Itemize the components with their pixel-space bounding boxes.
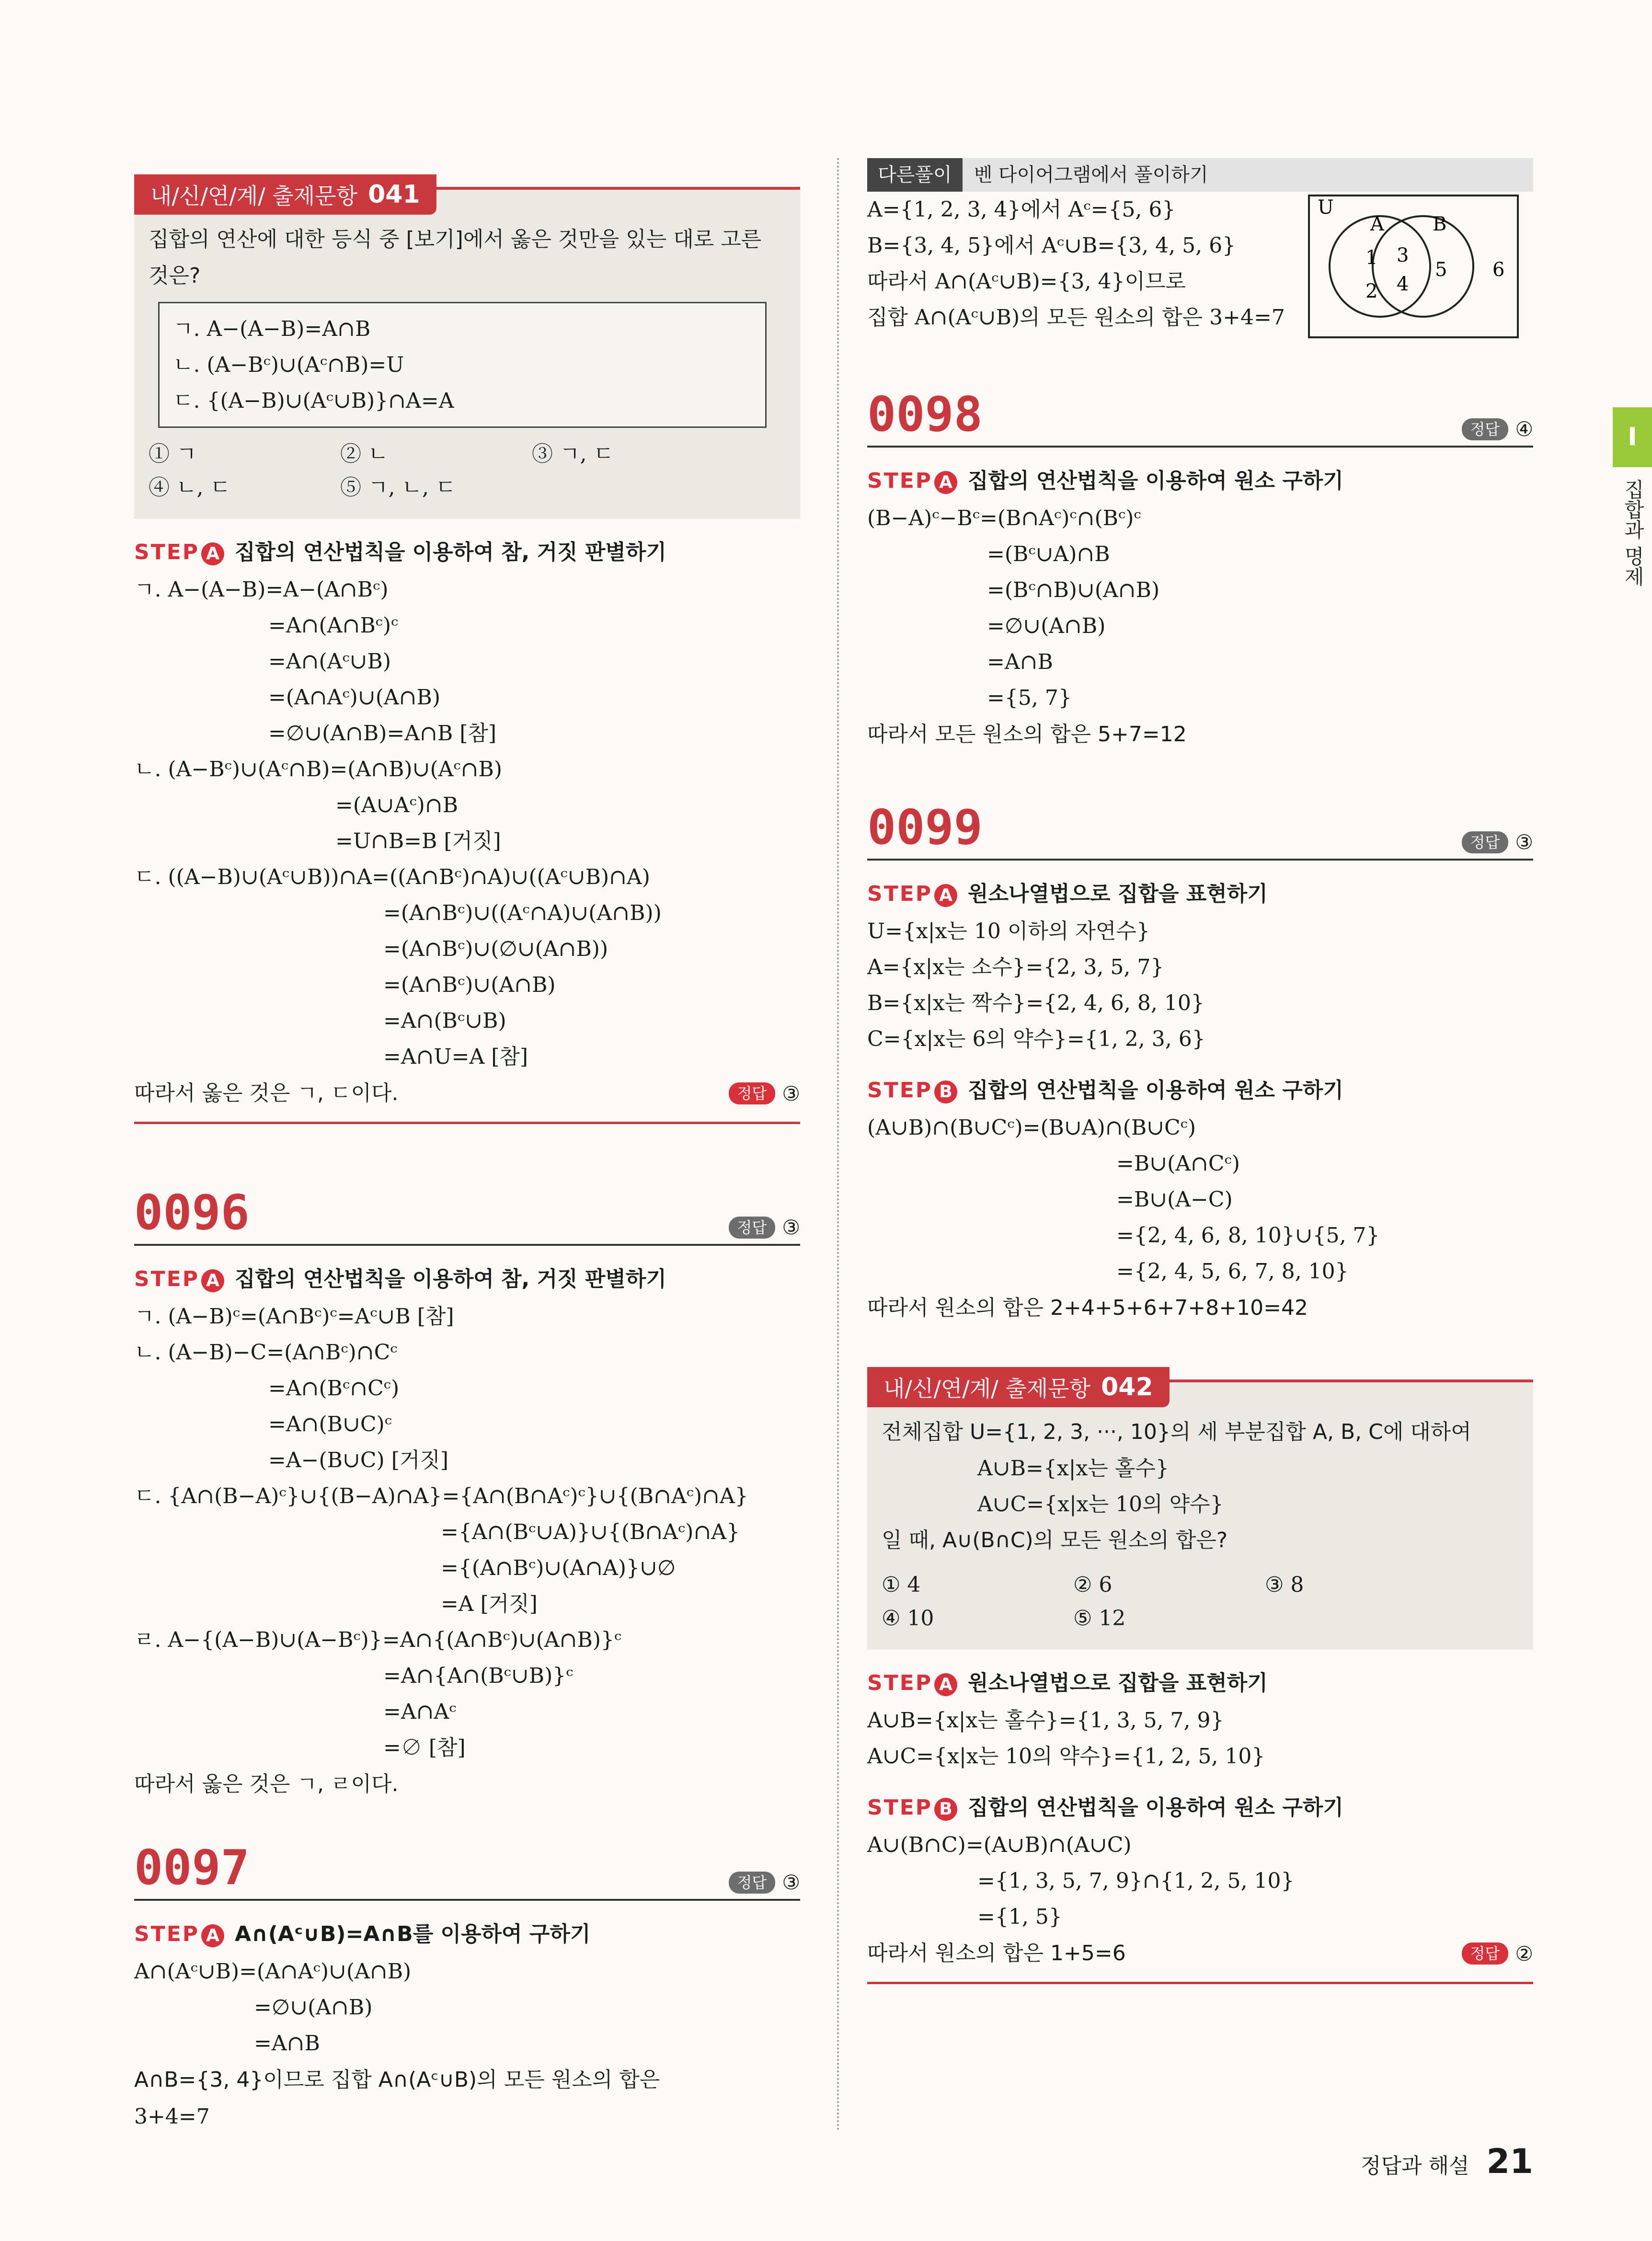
solution-line: ㄷ. {A∩(B−A)ᶜ}∪{(B−A)∩A}={A∩(B∩Aᶜ)ᶜ}∪{(B∩Aᶜ)∩A} — [134, 1484, 748, 1508]
step-heading — [867, 1789, 1533, 1827]
answer-pill: 정답 — [1462, 831, 1509, 853]
solution-line: ㄹ. A−{(A−B)∪(A−Bᶜ)}=A∩{(A∩Bᶜ)∪(A∩B)}ᶜ — [134, 1628, 622, 1652]
solution-line: =A−(B∪C) [거짓] — [268, 1448, 449, 1472]
venn-label-a: A — [1370, 213, 1384, 235]
solution-line: B={3, 4, 5}에서 Aᶜ∪B={3, 4, 5, 6} — [867, 233, 1236, 258]
solution-line: =(Bᶜ∪A)∩B — [987, 542, 1110, 566]
problem-number: 0099 — [867, 799, 983, 855]
choice-row — [149, 437, 786, 471]
bogi-box — [158, 302, 767, 428]
solution-line: 따라서 A∩(Aᶜ∪B)={3, 4}이므로 — [867, 269, 1186, 294]
set-line: A={x|x는 소수}={2, 3, 5, 7} — [867, 955, 1164, 979]
set-line: C={x|x는 6의 약수}={1, 2, 3, 6} — [867, 1027, 1205, 1051]
step-letter: A — [201, 1924, 224, 1947]
solution-line: ㄴ. (A−Bᶜ)∪(Aᶜ∩B)=(A∩B)∪(Aᶜ∩B) — [134, 757, 503, 781]
venn-circle-b — [1373, 216, 1473, 317]
badge-label: 내/신/연/계/ 출제문항 — [883, 1376, 1091, 1402]
answer-value: ④ — [1515, 417, 1533, 441]
choice-4: ④ ㄴ, ㄷ — [149, 475, 230, 500]
answer-pill: 정답 — [1462, 418, 1509, 440]
naesin-badge — [867, 1367, 1170, 1407]
solution-line: =A∩B — [254, 2031, 320, 2056]
choice-row — [149, 471, 786, 505]
question-condition: A∪C={x|x는 10의 약수} — [977, 1492, 1224, 1517]
conclusion-row — [867, 1935, 1533, 1972]
venn-num-4: 4 — [1397, 273, 1409, 295]
choice-3: ③ 8 — [1265, 1573, 1304, 1597]
solution-line: ={2, 4, 5, 6, 7, 8, 10} — [1116, 1259, 1349, 1284]
solution-line: ={1, 3, 5, 7, 9}∩{1, 2, 5, 10} — [977, 1869, 1295, 1893]
answer-mark — [1462, 1942, 1533, 1965]
conclusion-value: 3+4=7 — [134, 2104, 210, 2129]
solution-line: =∅ [참] — [383, 1735, 466, 1760]
solution-line: ={2, 4, 6, 8, 10}∪{5, 7} — [1116, 1223, 1380, 1248]
choice-row — [882, 1568, 1519, 1602]
question-text: 집합의 연산에 대한 등식 중 [보기]에서 옳은 것만을 있는 대로 고른 것은? — [149, 227, 762, 288]
solution-line: =B∪(A−C) — [1116, 1187, 1233, 1212]
solution-line: =A∩(Bᶜ∪B) — [383, 1009, 506, 1033]
answer-mark — [1462, 830, 1533, 854]
solution-line: =(A∩Bᶜ)∪((Aᶜ∩A)∪(A∩B)) — [383, 901, 662, 925]
question-text: 일 때, A∪(B∩C)의 모든 원소의 합은? — [882, 1528, 1228, 1552]
solution-line: =A∩U=A [참] — [383, 1045, 528, 1069]
choice-5: ⑤ 12 — [1073, 1606, 1126, 1631]
answer-value: ③ — [1515, 830, 1533, 854]
solution-line: ={(A∩Bᶜ)∪(A∩A)}∪∅ — [441, 1556, 676, 1580]
column-divider — [837, 158, 839, 2132]
problem-header-0096 — [134, 1186, 800, 1246]
solution-line: ㄷ. ((A−B)∪(Aᶜ∪B))∩A=((A∩Bᶜ)∩A)∪((Aᶜ∪B)∩A) — [134, 865, 650, 889]
conclusion: 따라서 원소의 합은 1+5=6 — [867, 1941, 1126, 1965]
problem-header-0097 — [134, 1841, 800, 1901]
venn-label-b: B — [1433, 213, 1447, 235]
step-heading — [134, 1915, 800, 1954]
solution-line: =A∩(B∪C)ᶜ — [268, 1412, 392, 1437]
solution-line: =U∩B=B [거짓] — [335, 829, 501, 853]
step-title: 집합의 연산법칙을 이용하여 원소 구하기 — [968, 469, 1343, 493]
conclusion: A∩B={3, 4}이므로 집합 A∩(Aᶜ∪B)의 모든 원소의 합은 — [134, 2068, 660, 2092]
solution-line: =∅∪(A∩B) — [987, 614, 1106, 638]
venn-label-u: U — [1318, 196, 1334, 218]
solution-line: =(A∩Aᶜ)∪(A∩B) — [268, 685, 441, 710]
alt-solution-title: 벤 다이어그램에서 풀이하기 — [963, 158, 1533, 192]
solution-line: =A∩(Aᶜ∪B) — [268, 649, 391, 674]
right-column — [867, 158, 1533, 1984]
solution-line: =A∩{A∩(Bᶜ∪B)}ᶜ — [383, 1664, 574, 1688]
alt-solution-body — [867, 192, 1533, 335]
solution-line: =A [거짓] — [441, 1592, 538, 1616]
problem-header-0098 — [867, 388, 1533, 448]
badge-number: 042 — [1101, 1373, 1153, 1402]
section-divider — [867, 1982, 1533, 1984]
answer-mark — [729, 1082, 800, 1105]
answer-value: ③ — [782, 1081, 800, 1105]
step-heading — [867, 1664, 1533, 1702]
step-label: STEP — [867, 469, 933, 493]
step-letter: A — [934, 471, 957, 494]
venn-num-5: 5 — [1435, 259, 1447, 281]
badge-label: 내/신/연/계/ 출제문항 — [150, 183, 358, 209]
step-label: STEP — [867, 1671, 933, 1695]
choice-row — [882, 1602, 1519, 1635]
solution-line: =(Bᶜ∩B)∪(A∩B) — [987, 578, 1160, 602]
step-title: A∩(Aᶜ∪B)=A∩B를 이용하여 구하기 — [235, 1922, 591, 1946]
solution-line: (A∪B)∩(B∪Cᶜ)=(B∪A)∩(B∪Cᶜ) — [867, 1115, 1196, 1140]
solution-line: ={5, 7} — [987, 686, 1072, 710]
step-letter: A — [201, 1269, 224, 1292]
step-title: 집합의 연산법칙을 이용하여 참, 거짓 판별하기 — [235, 1267, 666, 1291]
solution-line: ㄱ. A−(A−B)=A−(A∩Bᶜ) — [134, 577, 389, 602]
step-heading — [867, 462, 1533, 500]
page-footer — [1361, 2142, 1533, 2181]
step-heading — [867, 1071, 1533, 1110]
choice-2: ② 6 — [1073, 1573, 1113, 1597]
solution-line: =A∩(Bᶜ∩Cᶜ) — [268, 1376, 400, 1401]
answer-value: ③ — [782, 1216, 800, 1239]
set-line: B={x|x는 짝수}={2, 4, 6, 8, 10} — [867, 991, 1205, 1015]
step-heading — [134, 533, 800, 572]
badge-number: 041 — [368, 180, 420, 209]
step-label: STEP — [867, 1795, 933, 1820]
problem-number: 0097 — [134, 1839, 250, 1896]
venn-num-1: 1 — [1365, 247, 1378, 269]
venn-num-3: 3 — [1397, 244, 1409, 266]
choice-2: ② ㄴ — [340, 442, 389, 466]
problem-number: 0098 — [867, 386, 983, 442]
problem-box-041 — [134, 180, 800, 519]
bogi-item: ㄷ. {(A−B)∪(Aᶜ∪B)}∩A=A — [173, 389, 454, 413]
chapter-title: 집합과 명제 — [1621, 479, 1645, 586]
step-label: STEP — [134, 1267, 200, 1291]
step-label: STEP — [867, 882, 933, 906]
venn-num-6: 6 — [1492, 259, 1505, 281]
step-title: 집합의 연산법칙을 이용하여 원소 구하기 — [968, 1078, 1343, 1103]
venn-diagram — [1308, 195, 1519, 338]
answer-pill: 정답 — [729, 1872, 776, 1894]
step-heading — [134, 1260, 800, 1299]
solution-line: =∅∪(A∩B)=A∩B [참] — [268, 721, 497, 746]
conclusion: 따라서 옳은 것은 ㄱ, ㄷ이다. — [134, 1081, 399, 1105]
step-label: STEP — [867, 1078, 933, 1103]
section-divider — [134, 1122, 800, 1124]
answer-value: ③ — [782, 1871, 800, 1894]
choice-1: ① 4 — [882, 1573, 921, 1597]
set-line: A∪B={x|x는 홀수}={1, 3, 5, 7, 9} — [867, 1708, 1224, 1733]
solution-line: 집합 A∩(Aᶜ∪B)의 모든 원소의 합은 3+4=7 — [867, 305, 1285, 330]
conclusion: 따라서 옳은 것은 ㄱ, ㄹ이다. — [134, 1772, 399, 1796]
solution-line: A∩(Aᶜ∪B)=(A∩Aᶜ)∪(A∩B) — [134, 1959, 412, 1984]
conclusion: 따라서 원소의 합은 2+4+5+6+7+8+10=42 — [867, 1296, 1308, 1320]
solution-line: ={1, 5} — [977, 1905, 1062, 1929]
step-title: 집합의 연산법칙을 이용하여 원소 구하기 — [968, 1795, 1343, 1820]
answer-mark — [729, 1871, 800, 1894]
problem-header-0099 — [867, 801, 1533, 861]
solution-line: ={A∩(Bᶜ∪A)}∪{(B∩Aᶜ)∩A} — [441, 1520, 740, 1544]
step-letter: B — [934, 1080, 957, 1103]
solution-line: A={1, 2, 3, 4}에서 Aᶜ={5, 6} — [867, 197, 1176, 222]
conclusion: 따라서 모든 원소의 합은 5+7=12 — [867, 722, 1187, 747]
bogi-item: ㄱ. A−(A−B)=A∩B — [173, 317, 371, 341]
step-title: 원소나열법으로 집합을 표현하기 — [968, 882, 1268, 906]
step-letter: A — [934, 1673, 957, 1696]
solution-line: =A∩B — [987, 650, 1053, 674]
solution-line: =(A∩Bᶜ)∪(∅∪(A∩B)) — [383, 937, 608, 961]
question-text: 전체집합 U={1, 2, 3, ···, 10}의 세 부분집합 A, B, C에 대하여 — [882, 1420, 1471, 1444]
step-title: 집합의 연산법칙을 이용하여 참, 거짓 판별하기 — [235, 540, 666, 564]
answer-value: ② — [1515, 1942, 1533, 1965]
answer-pill: 정답 — [729, 1082, 776, 1104]
step-label: STEP — [134, 1922, 200, 1946]
step-heading — [867, 875, 1533, 913]
alt-solution-tag: 다른풀이 — [867, 158, 963, 192]
naesin-badge — [134, 174, 436, 215]
step-letter: A — [934, 884, 957, 907]
solution-line: A∪(B∩C)=(A∪B)∩(A∪C) — [867, 1833, 1132, 1857]
answer-pill: 정답 — [729, 1217, 776, 1239]
step-title: 원소나열법으로 집합을 표현하기 — [968, 1671, 1268, 1695]
venn-num-2: 2 — [1365, 280, 1378, 302]
solution-line: ㄴ. (A−B)−C=(A∩Bᶜ)∩Cᶜ — [134, 1340, 398, 1365]
step-letter: B — [934, 1798, 957, 1821]
answer-pill: 정답 — [1462, 1942, 1509, 1965]
solution-line: ㄱ. (A−B)ᶜ=(A∩Bᶜ)ᶜ=Aᶜ∪B [참] — [134, 1304, 454, 1329]
solution-line: =∅∪(A∩B) — [254, 1995, 373, 2020]
alt-solution-header — [867, 158, 1533, 192]
problem-box-042 — [867, 1373, 1533, 1650]
choice-5: ⑤ ㄱ, ㄴ, ㄷ — [340, 475, 456, 500]
problem-number: 0096 — [134, 1184, 250, 1241]
step-label: STEP — [134, 540, 200, 564]
chapter-tab: I — [1613, 407, 1652, 467]
footer-title: 정답과 해설 — [1361, 2154, 1469, 2178]
answer-mark — [729, 1216, 800, 1239]
step-letter: A — [201, 542, 224, 565]
choice-4: ④ 10 — [882, 1606, 934, 1631]
question-condition: A∪B={x|x는 홀수} — [977, 1456, 1169, 1481]
set-line: A∪C={x|x는 10의 약수}={1, 2, 5, 10} — [867, 1744, 1265, 1769]
solution-line: =(A∩Bᶜ)∪(A∩B) — [383, 973, 556, 997]
bogi-item: ㄴ. (A−Bᶜ)∪(Aᶜ∩B)=U — [173, 353, 404, 377]
set-line: U={x|x는 10 이하의 자연수} — [867, 919, 1150, 943]
solution-line: (B−A)ᶜ−Bᶜ=(B∩Aᶜ)ᶜ∩(Bᶜ)ᶜ — [867, 506, 1141, 530]
solution-line: =A∩(A∩Bᶜ)ᶜ — [268, 613, 399, 638]
solution-line: =A∩Aᶜ — [383, 1700, 457, 1724]
choice-3: ③ ㄱ, ㄷ — [532, 442, 614, 466]
left-column — [134, 158, 800, 2135]
page-number: 21 — [1486, 2142, 1533, 2181]
choice-1: ① ㄱ — [149, 442, 197, 466]
solution-line: =(A∪Aᶜ)∩B — [335, 793, 459, 817]
conclusion-row — [134, 1075, 800, 1112]
answer-mark — [1462, 417, 1533, 441]
solution-line: =B∪(A∩Cᶜ) — [1116, 1151, 1240, 1176]
